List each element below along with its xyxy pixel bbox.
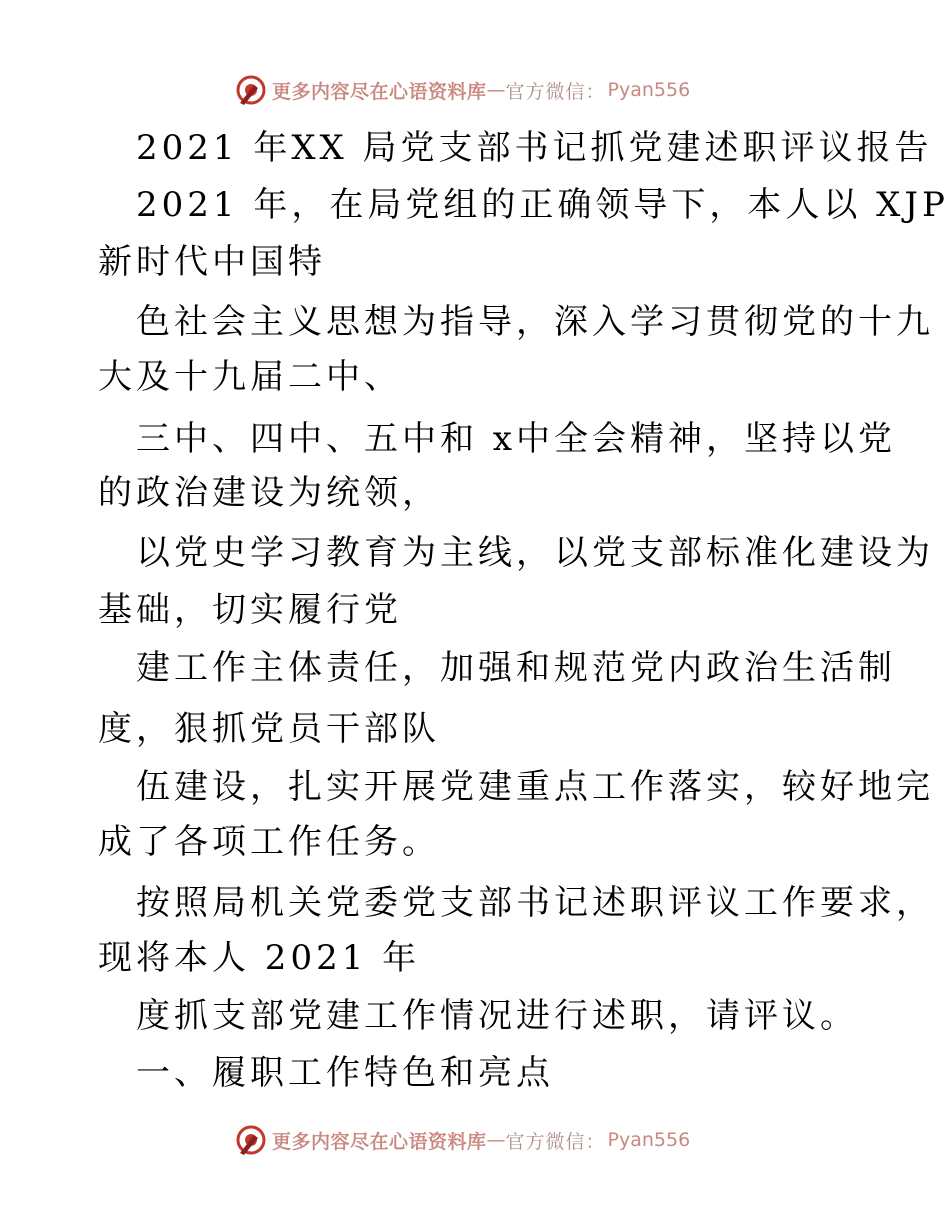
watermark-dash: — bbox=[486, 79, 506, 101]
paragraph-line: 基础，切实履行党 bbox=[98, 590, 402, 630]
paragraph-line: 新时代中国特 bbox=[98, 242, 326, 282]
paragraph-line: 伍建设，扎实开展党建重点工作落实，较好地完 bbox=[136, 767, 934, 807]
pen-logo-icon bbox=[234, 1123, 268, 1157]
watermark-dash: — bbox=[486, 1129, 506, 1151]
paragraph-line: 按照局机关党委党支部书记述职评议工作要求， bbox=[136, 883, 934, 923]
watermark-official-label: 官方微信： bbox=[505, 80, 606, 103]
watermark-brand: 更多内容尽在心语资料库 bbox=[272, 1130, 487, 1153]
paragraph-line: 色社会主义思想为指导，深入学习贯彻党的十九 bbox=[136, 302, 934, 342]
paragraph-line: 建工作主体责任，加强和规范党内政治生活制 bbox=[136, 648, 896, 688]
watermark-footer bbox=[234, 1122, 690, 1158]
document-title: 2021 年XX 局党支部书记抓党建述职评议报告 bbox=[136, 128, 933, 168]
section-heading: 一、履职工作特色和亮点 bbox=[136, 1053, 554, 1093]
paragraph-line: 度抓支部党建工作情况进行述职，请评议。 bbox=[136, 996, 858, 1036]
watermark-brand: 更多内容尽在心语资料库 bbox=[272, 80, 487, 103]
watermark-wechat-id: Pyan556 bbox=[607, 79, 691, 101]
paragraph-line: 现将本人 2021 年 bbox=[98, 938, 421, 978]
watermark-wechat-id: Pyan556 bbox=[607, 1129, 691, 1151]
paragraph-line: 以党史学习教育为主线，以党支部标准化建设为 bbox=[136, 533, 934, 573]
paragraph-line: 2021 年，在局党组的正确领导下，本人以 XJP bbox=[136, 185, 949, 225]
paragraph-line: 三中、四中、五中和 x中全会精神，坚持以党 bbox=[136, 419, 896, 459]
paragraph-line: 大及十九届二中、 bbox=[98, 357, 402, 397]
paragraph-line: 度，狠抓党员干部队 bbox=[98, 709, 440, 749]
paragraph-line: 的政治建设为统领， bbox=[98, 473, 440, 513]
paragraph-line: 成了各项工作任务。 bbox=[98, 822, 440, 862]
watermark-official-label: 官方微信： bbox=[505, 1130, 606, 1153]
